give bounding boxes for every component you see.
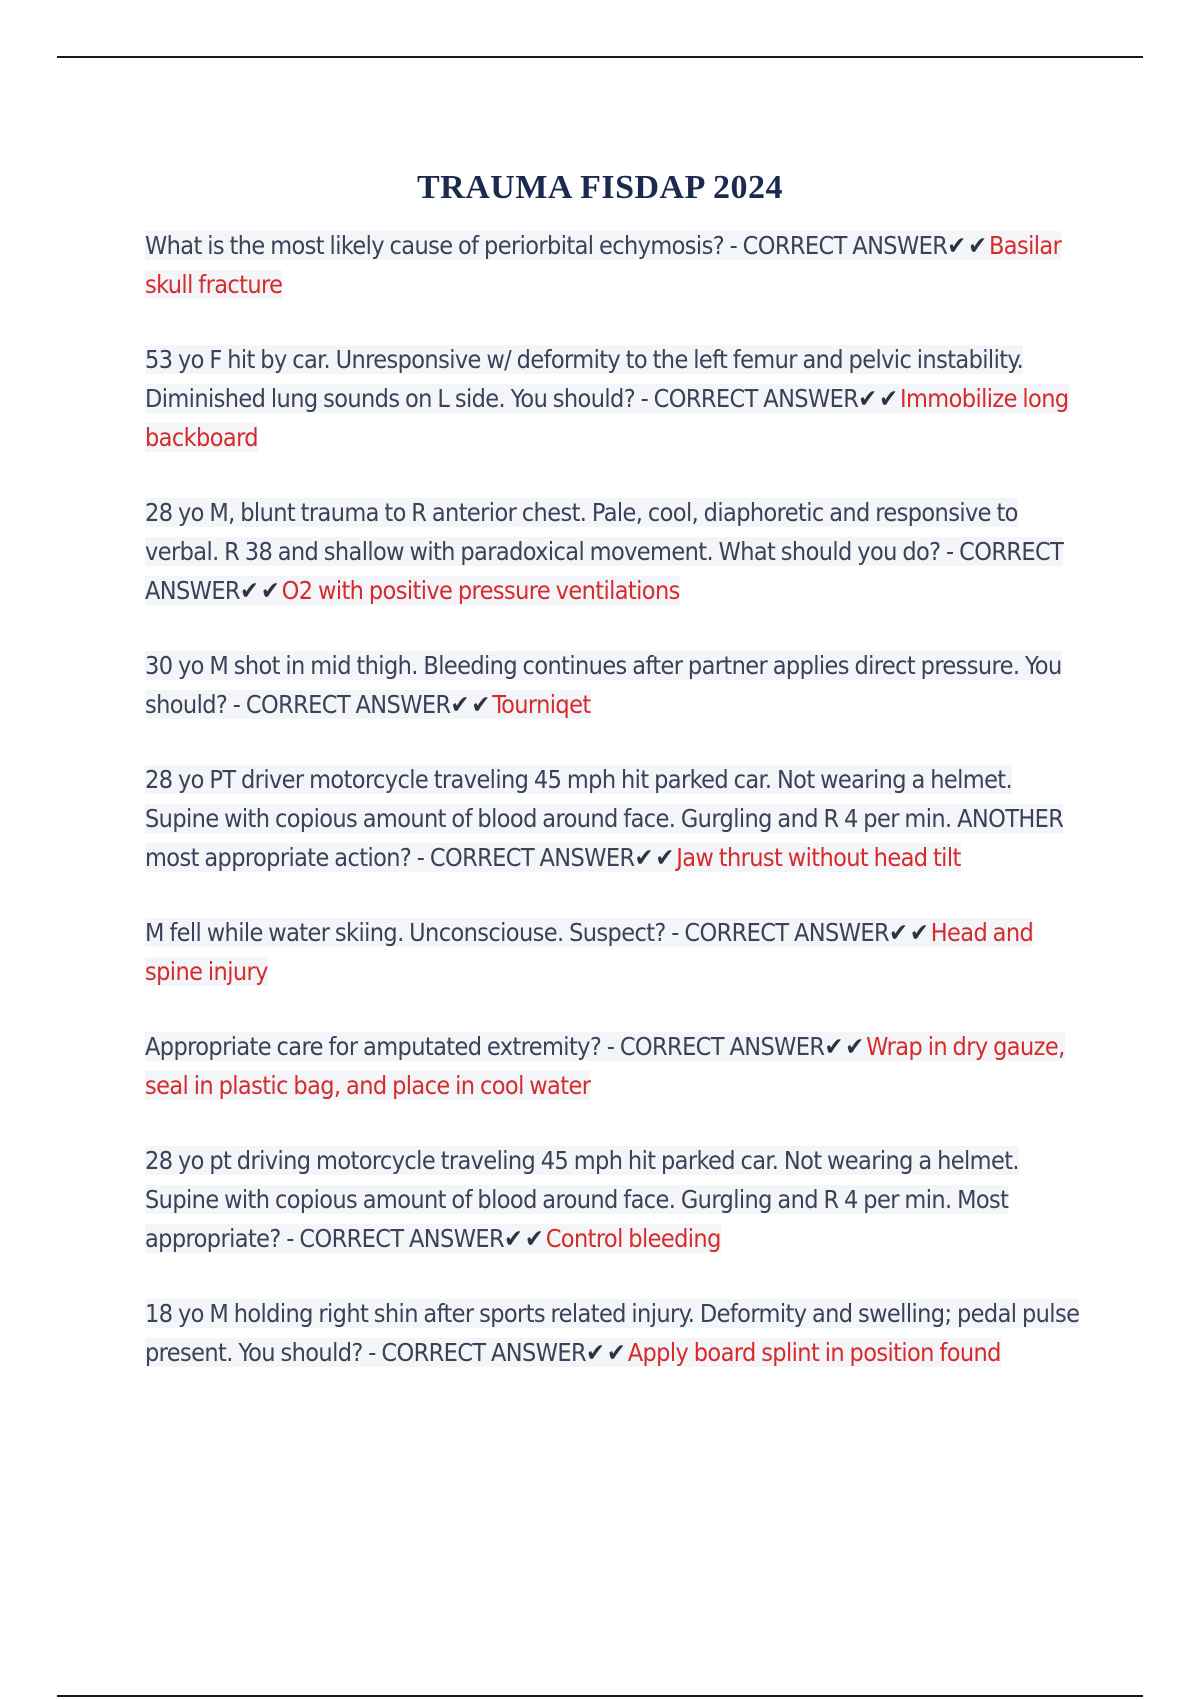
correct-answer-label: CORRECT ANSWER (145, 537, 1064, 605)
correct-answer-label: CORRECT ANSWER (742, 231, 948, 260)
qa-item (145, 493, 1085, 610)
question-text: What is the most likely cause of periorbital echymosis? - (145, 231, 743, 260)
answer-text: O2 with positive pressure ventilations (281, 576, 680, 605)
question-text: 30 yo M shot in mid thigh. Bleeding continues after partner applies direct pressure. You should? - (145, 651, 1062, 719)
check-icon: ✔✔ (586, 1338, 628, 1367)
correct-answer-label: CORRECT ANSWER (245, 690, 451, 719)
question-text: 18 yo M holding right shin after sports related injury. Deformity and swelling; pedal pulse present. You should? - (145, 1299, 1080, 1367)
check-icon: ✔✔ (947, 231, 989, 260)
answer-text: Immobilize long backboard (145, 384, 1069, 452)
question-text: 28 yo pt driving motorcycle traveling 45 mph hit parked car. Not wearing a helmet. Supine with copious amount of blood around face. Gurgling and R 4 per min. Most appropriate? - (145, 1146, 1019, 1253)
check-icon: ✔✔ (634, 843, 677, 872)
qa-item (145, 646, 1085, 724)
check-icon: ✔✔ (450, 690, 493, 719)
question-text: 28 yo PT driver motorcycle traveling 45 mph hit parked car. Not wearing a helmet. Supine with copious amount of blood around face. Gurgling and R 4 per min. ANOTHER most appropriate action? - (145, 765, 1064, 872)
answer-text: Jaw thrust without head tilt (676, 843, 961, 872)
answer-text: Wrap in dry gauze, seal in plastic bag, and place in cool water (145, 1032, 1065, 1100)
answer-text: Control bleeding (545, 1224, 721, 1253)
check-icon: ✔✔ (503, 1224, 546, 1253)
qa-item (145, 1027, 1085, 1105)
top-rule (57, 56, 1143, 58)
document-title: TRAUMA FISDAP 2024 (416, 168, 784, 206)
correct-answer-label: CORRECT ANSWER (653, 384, 859, 413)
correct-answer-label: CORRECT ANSWER (381, 1338, 586, 1367)
qa-item (145, 226, 1085, 304)
qa-item (145, 913, 1085, 991)
bottom-rule (57, 1695, 1143, 1697)
check-icon: ✔✔ (824, 1032, 867, 1061)
check-icon: ✔✔ (889, 918, 931, 947)
check-icon: ✔✔ (239, 576, 282, 605)
answer-text: Tourniqet (492, 690, 591, 719)
correct-answer-label: CORRECT ANSWER (429, 843, 635, 872)
answer-text: Apply board splint in position found (627, 1338, 1001, 1367)
correct-answer-label: CORRECT ANSWER (299, 1224, 504, 1253)
correct-answer-label: CORRECT ANSWER (684, 918, 889, 947)
question-text: Appropriate care for amputated extremity? - (145, 1032, 620, 1061)
qa-item (145, 1141, 1085, 1258)
qa-list (145, 226, 1085, 1408)
answer-text: Head and spine injury (145, 918, 1034, 986)
question-text: M fell while water skiing. Unconsciouse. Suspect? - (145, 918, 685, 947)
qa-item (145, 1294, 1085, 1372)
qa-item (145, 760, 1085, 877)
correct-answer-label: CORRECT ANSWER (619, 1032, 825, 1061)
qa-item (145, 340, 1085, 457)
answer-text: Basilar skull fracture (145, 231, 1062, 299)
check-icon: ✔✔ (858, 384, 900, 413)
question-text: 53 yo F hit by car. Unresponsive w/ deformity to the left femur and pelvic instability. Diminished lung sounds on L side. You should? - (145, 345, 1024, 413)
question-text: 28 yo M, blunt trauma to R anterior chest. Pale, cool, diaphoretic and responsive to verbal. R 38 and shallow with paradoxical movement. What should you do? - (145, 498, 1018, 566)
